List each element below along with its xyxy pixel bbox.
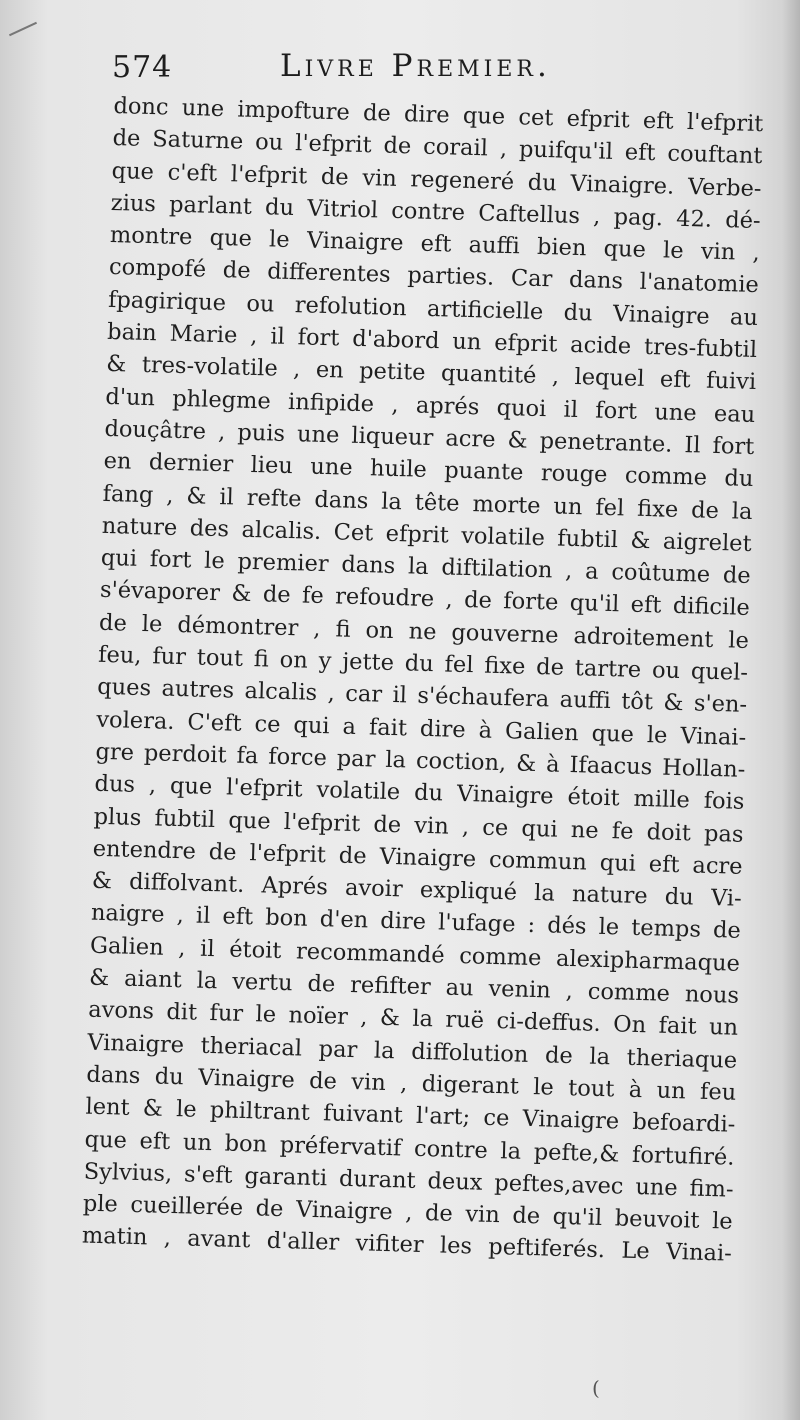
text-line: fang , & il refte dans la tête morte un fel fixe de la bbox=[102, 480, 753, 525]
text-line: ple cueillerée de Vinaigre , de vin de qu'il beuvoit le bbox=[82, 1190, 734, 1235]
text-line: gre perdoit fa force par la coction, & à Ifaacus Hollan- bbox=[95, 738, 746, 783]
text-line: feu, fur tout fi on y jette du fel fixe de tartre ou quel- bbox=[97, 641, 749, 686]
text-line: de le démontrer , fi on ne gouverne adroitement le bbox=[98, 609, 750, 654]
text-line: en dernier lieu une huile puante rouge comme du bbox=[103, 448, 754, 493]
text-line: lent & le philtrant fuivant l'art; ce Vinaigre befoardi- bbox=[85, 1093, 736, 1138]
text-line: naigre , il eft bon d'en dire l'ufage : dés le temps de bbox=[90, 900, 742, 945]
text-line: plus fubtil que l'efprit de vin , ce qui ne fe doit pas bbox=[93, 803, 744, 848]
page-number: 574 bbox=[112, 50, 173, 85]
body-text bbox=[82, 90, 764, 1270]
text-line: dus , que l'efprit volatile du Vinaigre étoit mille fois bbox=[94, 770, 745, 816]
text-line: avons dit fur le noïer , & la ruë ci-deffus. On fait un bbox=[87, 996, 739, 1042]
text-line: de Saturne ou l'efprit de corail , puifqu'il eft couftant bbox=[112, 125, 763, 170]
text-line: Galien , il étoit recommandé comme alexipharmaque bbox=[89, 932, 741, 977]
text-line: Sylvius, s'eft garanti durant deux peftes,avec une fim- bbox=[83, 1158, 734, 1203]
stray-ink-mark: ( bbox=[592, 1376, 600, 1400]
text-line: compofé de differentes parties. Car dans l'anatomie bbox=[108, 254, 760, 299]
text-line: fpagirique ou refolution artificielle du Vinaigre au bbox=[107, 286, 759, 331]
text-line: Vinaigre theriacal par la diffolution de la theriaque bbox=[87, 1029, 738, 1074]
text-line: matin , avant d'aller vifiter les peftiferés. Le Vinai- bbox=[81, 1222, 733, 1268]
corner-scratch bbox=[9, 22, 37, 36]
text-line: que c'eft l'efprit de vin regeneré du Vinaigre. Verbe- bbox=[111, 157, 762, 202]
text-line: douçâtre , puis une liqueur acre & penetrante. Il fort bbox=[104, 415, 755, 460]
text-line: & diffolvant. Aprés avoir expliqué la nature du Vi- bbox=[91, 867, 743, 912]
text-line: qui fort le premier dans la diftilation , a coûtume de bbox=[100, 544, 752, 590]
text-line: & aiant la vertu de refifter au venin , comme nous bbox=[88, 964, 740, 1009]
text-line: bain Marie , il fort d'abord un efprit acide tres-fubtil bbox=[106, 318, 758, 364]
text-line: zius parlant du Vitriol contre Caftellus , pag. 42. dé- bbox=[110, 189, 761, 234]
text-line: d'un phlegme infipide , aprés quoi il fort une eau bbox=[105, 383, 756, 428]
page-edge-shadow bbox=[782, 0, 800, 1420]
text-line: montre que le Vinaigre eft auffi bien que le vin , bbox=[109, 222, 761, 267]
running-title: Livre Premier. bbox=[280, 48, 551, 84]
text-line: que eft un bon préfervatif contre la pefte,& fortufiré. bbox=[84, 1126, 735, 1171]
text-line: s'évaporer & de fe refoudre , de forte qu'il eft dificile bbox=[99, 577, 751, 622]
running-head bbox=[112, 48, 632, 88]
text-line: donc une impofture de dire que cet efprit eft l'efprit bbox=[113, 92, 764, 138]
text-line: volera. C'eft ce qui a fait dire à Galien que le Vinai- bbox=[96, 706, 747, 751]
text-line: ques autres alcalis , car il s'échaufera auffi tôt & s'en- bbox=[96, 674, 748, 719]
text-line: & tres-volatile , en petite quantité , lequel eft fuivi bbox=[105, 351, 757, 396]
text-line: nature des alcalis. Cet efprit volatile fubtil & aigrelet bbox=[101, 512, 752, 557]
text-line: entendre de l'efprit de Vinaigre commun qui eft acre bbox=[92, 835, 743, 880]
text-line: dans du Vinaigre de vin , digerant le tout à un feu bbox=[86, 1061, 737, 1106]
